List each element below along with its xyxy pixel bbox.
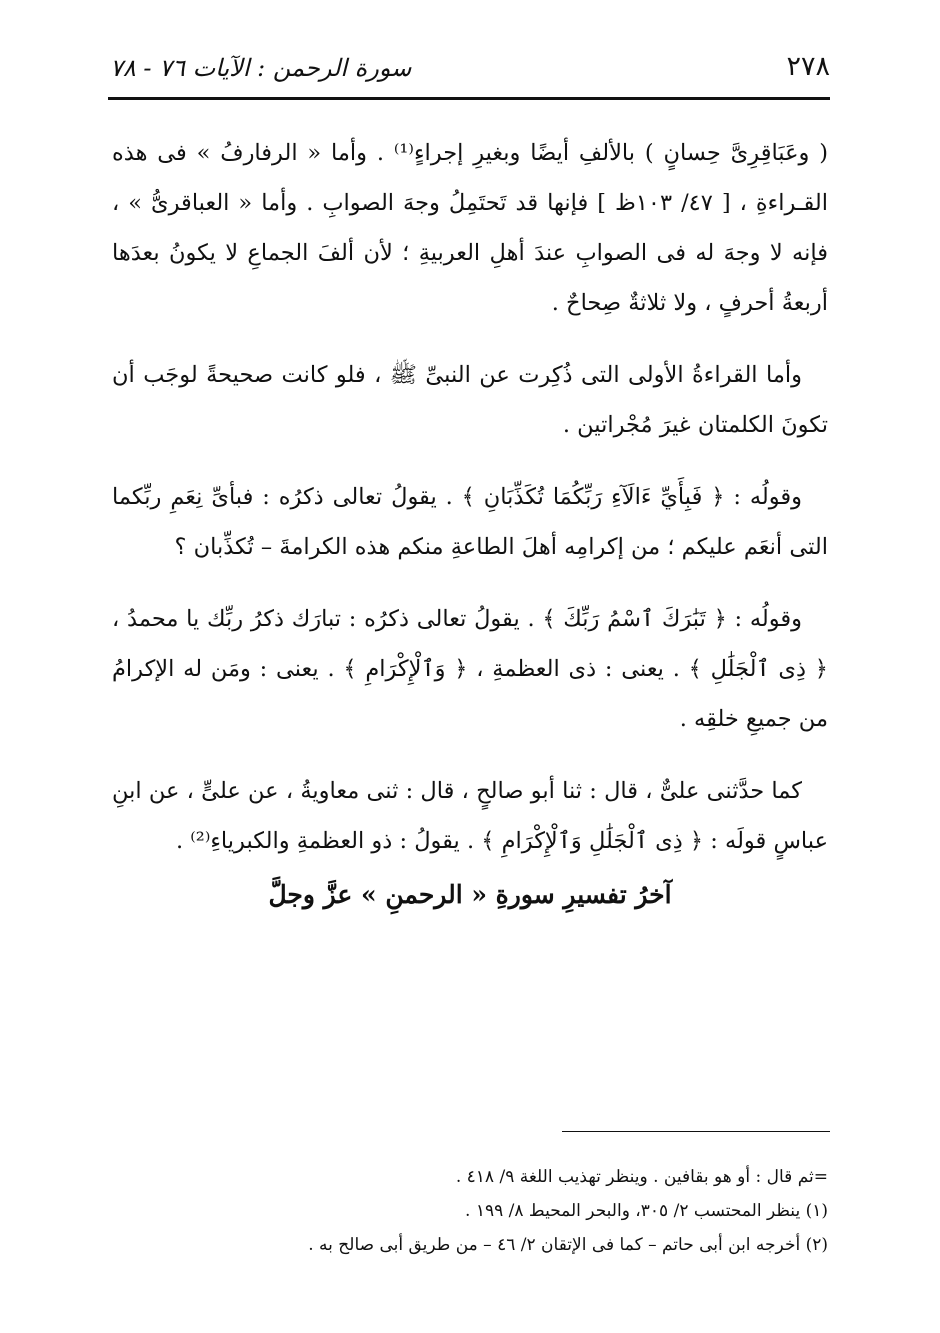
footnote: =ثم قال : أو هو بقافين . وينظر تهذيب اللغة ٩/ ٤١٨ .	[455, 1167, 828, 1187]
footnote-separator	[562, 1131, 830, 1132]
paragraph: ( وعَبَاقِرِىَّ حِسانٍ ) بالألفِ أيضًا وبغيرِ إجراءٍ⁽¹⁾ . وأما « الرفارفُ » فى هذه القـراءةِ ، [ ٤٧/ ١٠٣ظ ] فإنها قد تَحتَمِلُ وجهَ الصوابِ . وأما « العباقرىُّ » ، فإنه لا وجهَ له فى الصوابِ عندَ أهلِ العربيةِ ؛ لأن ألفَ الجماعِ لا يكونُ بعدَها أربعةُ أحرفٍ ، ولا ثلاثةٌ صِحاحٌ .	[112, 140, 829, 316]
paragraph: وقولُه : ﴿ تَبَٰرَكَ ٱسْمُ رَبِّكَ ﴾ . يقولُ تعالى ذكرُه : تبارَك ذكرُ ربِّك يا محمدُ ، ﴿ ذِى ٱلْجَلَٰلِ ﴾ . يعنى : ذى العظمةِ ، ﴿ وَٱلْإِكْرَامِ ﴾ . يعنى : ومَن له الإكرامُ من جميعِ خلقِه .	[112, 606, 828, 732]
paragraph: وأما القراءةُ الأولى التى ذُكِرت عن النبىِّ ﷺ ، فلو كانت صحيحةً لوجَب أن تكونَ الكلمتان غيرَ مُجْراتين .	[112, 362, 828, 438]
header-rule	[108, 97, 830, 100]
footnote: (١) ينظر المحتسب ٢/ ٣٠٥، والبحر المحيط ٨/ ١٩٩ .	[465, 1201, 828, 1221]
paragraph: وقولُه : ﴿ فَبِأَيِّ ءَالَآءِ رَبِّكُمَا تُكَذِّبَانِ ﴾ . يقولُ تعالى ذكرُه : فبأىِّ نِعَمِ ربِّكما التى أنعَم عليكم ؛ من إكرامِه أهلَ الطاعةِ منكم هذه الكرامةَ – تُكذِّبان ؟	[112, 484, 828, 560]
page-header	[110, 38, 830, 82]
main-text	[112, 128, 828, 888]
surah-end-heading: آخرُ تفسيرِ سورةِ « الرحمنِ » عزَّ وجلَّ	[268, 880, 672, 909]
footnotes	[112, 1160, 828, 1262]
page-number: ٢٧٨	[786, 51, 830, 82]
footnote: (٢) أخرجه ابن أبى حاتم – كما فى الإتقان ٢/ ٤٦ – من طريق أبى صالح به .	[308, 1235, 828, 1255]
running-head: سورة الرحمن : الآيات ٧٦ - ٧٨	[110, 54, 412, 82]
paragraph: كما حدَّثنى علىٌّ ، قال : ثنا أبو صالحٍ ، قال : ثنى معاويةُ ، عن علىٍّ ، عن ابنِ عباسٍ قولَه : ﴿ ذِى ٱلْجَلَٰلِ وَٱلْإِكْرَامِ ﴾ . يقولُ : ذو العظمةِ والكبرياءِ⁽²⁾ .	[112, 778, 828, 854]
